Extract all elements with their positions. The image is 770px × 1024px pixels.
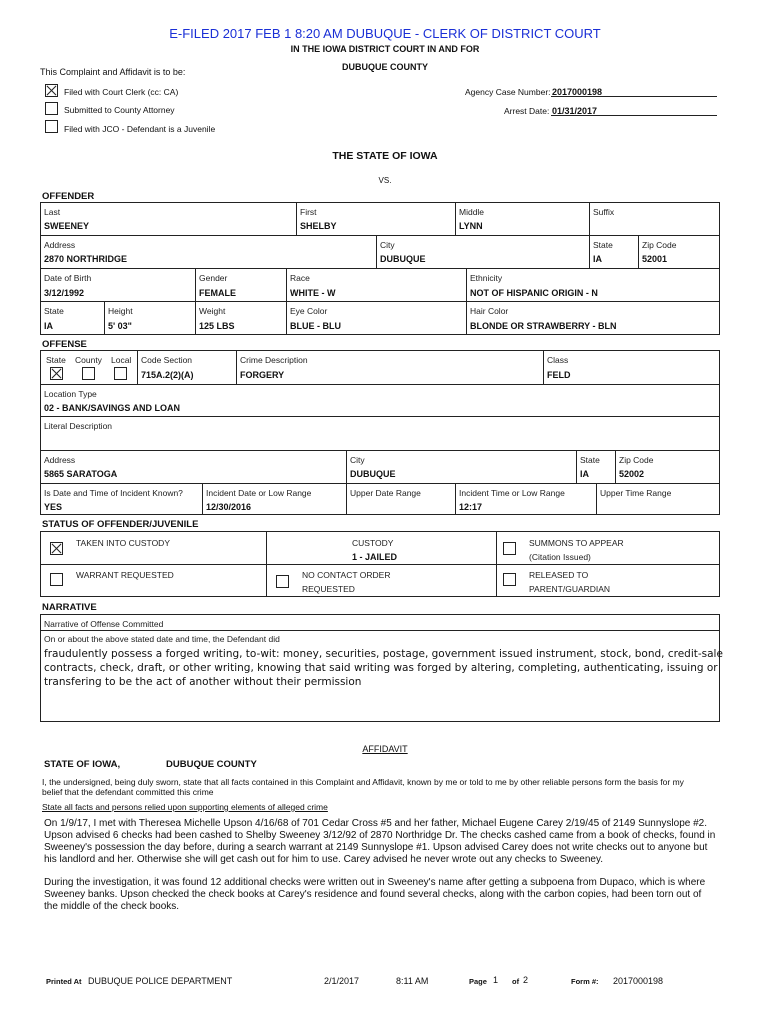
vs-label: VS.	[378, 176, 392, 185]
complaint-to-be: This Complaint and Affidavit is to be:	[40, 67, 186, 77]
offender-zip-label: Zip Code	[642, 240, 677, 250]
affidavit-title: AFFIDAVIT	[362, 744, 408, 754]
agency-case-value: 2017000198	[552, 87, 603, 97]
offense-state2-label: State	[580, 455, 600, 465]
custody-value: 1 - JAILED	[352, 552, 398, 562]
location-type-value: 02 - BANK/SAVINGS AND LOAN	[44, 403, 181, 413]
license-state-label: State	[44, 306, 64, 316]
offense-county-label: County	[75, 355, 102, 365]
offender-address-value: 2870 NORTHRIDGE	[44, 254, 128, 264]
citation-issued-label: (Citation Issued)	[529, 552, 591, 562]
no-contact-order-label: NO CONTACT ORDER	[302, 570, 391, 580]
weight-label: Weight	[199, 306, 226, 316]
submitted-to-attorney-checkbox[interactable]	[45, 102, 58, 115]
no-contact-requested-label: REQUESTED	[302, 584, 355, 594]
offense-city-label: City	[350, 455, 365, 465]
court-line-2: DUBUQUE COUNTY	[341, 62, 428, 72]
incident-time-label: Incident Time or Low Range	[459, 488, 565, 498]
taken-into-custody-checkbox[interactable]	[50, 542, 63, 555]
offender-city-label: City	[380, 240, 395, 250]
code-section-label: Code Section	[141, 355, 193, 365]
filed-with-clerk-label: Filed with Court Clerk (cc: CA)	[64, 87, 179, 97]
gender-label: Gender	[199, 273, 228, 283]
print-time: 8:11 AM	[396, 976, 429, 986]
upper-date-label: Upper Date Range	[350, 488, 421, 498]
form-number: 2017000198	[613, 976, 664, 986]
efiled-stamp: E-FILED 2017 FEB 1 8:20 AM DUBUQUE - CLERK OF DISTRICT COURT	[169, 26, 601, 41]
weight-value: 125 LBS	[199, 321, 235, 331]
crime-description-value: FORGERY	[240, 370, 285, 380]
arrest-date-value: 01/31/2017	[552, 106, 598, 116]
narrative-label: Narrative of Offense Committed	[44, 619, 164, 629]
filed-with-jco-checkbox[interactable]	[45, 120, 58, 133]
form-label: Form #:	[571, 977, 599, 986]
status-section-title: STATUS OF OFFENDER/JUVENILE	[42, 519, 199, 530]
offense-address-label: Address	[44, 455, 76, 465]
offender-section-title: OFFENDER	[42, 191, 95, 202]
incident-date-value: 12/30/2016	[206, 502, 252, 512]
first-name-value: SHELBY	[300, 221, 337, 231]
gender-value: FEMALE	[199, 288, 236, 298]
affidavit-paragraph-1: On 1/9/17, I met with Theresea Michelle Upson 4/16/68 of 701 Cedar Cross #5 and her father, Michael Eugene Carey 2/19/45 of 2149 Sunnyslope #2. Upson advised 6 checks had been cashed to Shelby Sweeney 3/12/92 of 2870 Northridge Dr. The checks cashed came from a book of checks, found in Sweeney's possession the day before, during a search warrant at 2149 Sunnyslope #1. Upson advised Carey does not write checks out to anyone but his landlord and her. Otherwise she will get cash out for him to use. Carey advised he never wrote out any checks to Sweeney.	[44, 818, 716, 865]
offense-address-value: 5865 SARATOGA	[44, 469, 118, 479]
printed-at-value: DUBUQUE POLICE DEPARTMENT	[88, 976, 233, 986]
offense-zip-value: 52002	[619, 469, 645, 479]
offense-section-title: OFFENSE	[42, 339, 87, 350]
court-line-1: IN THE IOWA DISTRICT COURT IN AND FOR	[290, 44, 480, 54]
crime-description-label: Crime Description	[240, 355, 308, 365]
summons-checkbox[interactable]	[503, 542, 516, 555]
code-section-value: 715A.2(2)(A)	[141, 370, 194, 380]
literal-description-label: Literal Description	[44, 421, 113, 431]
offense-state2-value: IA	[580, 469, 589, 479]
first-name-label: First	[300, 207, 317, 217]
page-label: Page	[469, 977, 487, 986]
upper-time-label: Upper Time Range	[600, 488, 672, 498]
incident-date-label: Incident Date or Low Range	[206, 488, 312, 498]
offense-local-label: Local	[111, 355, 132, 365]
offense-county-checkbox[interactable]	[82, 367, 95, 380]
middle-name-label: Middle	[459, 207, 485, 217]
agency-case-label: Agency Case Number:	[465, 87, 551, 97]
last-name-label: Last	[44, 207, 61, 217]
race-label: Race	[290, 273, 310, 283]
narrative-section-title: NARRATIVE	[42, 602, 97, 613]
summons-label: SUMMONS TO APPEAR	[529, 538, 624, 548]
warrant-requested-checkbox[interactable]	[50, 573, 63, 586]
height-value: 5' 03"	[108, 321, 132, 331]
affidavit-paragraph-2: During the investigation, it was found 12 additional checks were written out in Sweeney's name after getting a subpoena from Dupaco, which is where Sweeney banks. Upson checked the check books at Carey's residence and found several checks, along with the carbon copies, had been torn out of the middle of the check books.	[44, 877, 706, 912]
taken-into-custody-label: TAKEN INTO CUSTODY	[76, 538, 170, 548]
offender-zip-value: 52001	[642, 254, 668, 264]
incident-time-value: 12:17	[459, 502, 483, 512]
offender-state-label: State	[593, 240, 613, 250]
hair-color-value: BLONDE OR STRAWBERRY - BLN	[470, 321, 617, 331]
offender-address-label: Address	[44, 240, 76, 250]
middle-name-value: LYNN	[459, 221, 483, 231]
offense-local-checkbox[interactable]	[114, 367, 127, 380]
race-value: WHITE - W	[290, 288, 336, 298]
hair-color-label: Hair Color	[470, 306, 509, 316]
released-to-checkbox[interactable]	[503, 573, 516, 586]
filed-with-clerk-checkbox[interactable]	[45, 84, 58, 97]
submitted-to-attorney-label: Submitted to County Attorney	[64, 105, 175, 115]
license-state-value: IA	[44, 321, 53, 331]
affidavit-county: DUBUQUE COUNTY	[166, 759, 257, 770]
dob-value: 3/12/1992	[44, 288, 85, 298]
ethnicity-value: NOT OF HISPANIC ORIGIN - N	[470, 288, 598, 298]
of-label: of	[512, 977, 520, 986]
affidavit-state: STATE OF IOWA,	[44, 759, 121, 770]
printed-at-label: Printed At	[46, 977, 82, 986]
offense-city-value: DUBUQUE	[350, 469, 396, 479]
height-label: Height	[108, 306, 133, 316]
narrative-intro: On or about the above stated date and time, the Defendant did	[44, 634, 280, 644]
page-total: 2	[523, 975, 529, 985]
eye-color-label: Eye Color	[290, 306, 328, 316]
dob-label: Date of Birth	[44, 273, 92, 283]
print-date: 2/1/2017	[324, 976, 360, 986]
location-type-label: Location Type	[44, 389, 97, 399]
no-contact-order-checkbox[interactable]	[276, 575, 289, 588]
ethnicity-label: Ethnicity	[470, 273, 503, 283]
narrative-text: fraudulently possess a forged writing, to-wit: money, securities, postage, government issued instrument, stock, bond, credit-sale contracts, check, draft, or other writing, knowing that said writing was forged by altering, completing, authenticating, issuing or transfering to be the act of another without their permission	[44, 648, 723, 688]
offender-state-value: IA	[593, 254, 602, 264]
offense-state-checkbox[interactable]	[50, 367, 63, 380]
facts-label: State all facts and persons relied upon supporting elements of alleged crime	[42, 802, 328, 812]
incident-known-value: YES	[44, 502, 63, 512]
released-to-label: RELEASED TO	[529, 570, 589, 580]
incident-known-label: Is Date and Time of Incident Known?	[44, 488, 183, 498]
offense-zip-label: Zip Code	[619, 455, 654, 465]
state-of-iowa-title: THE STATE OF IOWA	[332, 150, 438, 162]
sworn-statement: I, the undersigned, being duly sworn, state that all facts contained in this Complaint and Affidavit, known by me or told to me by other reliable persons form the basis for my belief that the defendant committed this crime	[42, 777, 684, 797]
arrest-date-label: Arrest Date:	[504, 106, 550, 116]
class-value: FELD	[547, 370, 571, 380]
last-name-value: SWEENEY	[44, 221, 90, 231]
parent-guardian-label: PARENT/GUARDIAN	[529, 584, 611, 594]
custody-label: CUSTODY	[352, 538, 394, 548]
warrant-requested-label: WARRANT REQUESTED	[76, 570, 174, 580]
class-label: Class	[547, 355, 569, 365]
eye-color-value: BLUE - BLU	[290, 321, 341, 331]
filed-with-jco-label: Filed with JCO - Defendant is a Juvenile	[64, 124, 216, 134]
offense-state-label: State	[46, 355, 66, 365]
page-number: 1	[493, 975, 499, 985]
suffix-label: Suffix	[593, 207, 615, 217]
offender-city-value: DUBUQUE	[380, 254, 426, 264]
